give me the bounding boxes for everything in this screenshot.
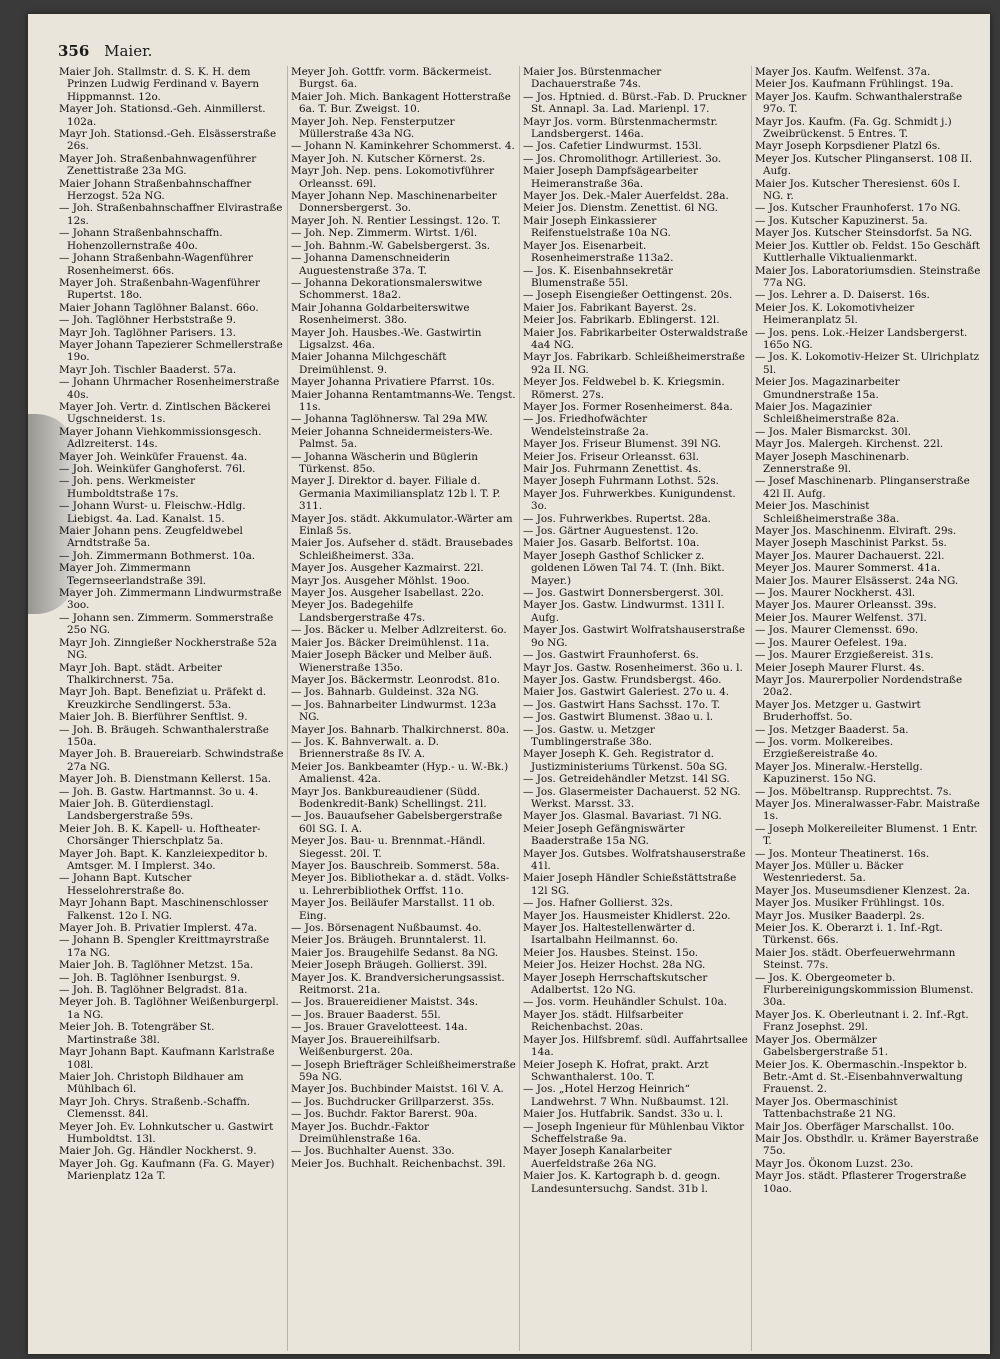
directory-entry: Maier Joh. Mich. Bankagent Hotterstraße 6a. T. Bur. Zweigst. 10. — [291, 90, 511, 116]
directory-entry: — Johann sen. Zimmerm. Sommerstraße 25o NG. — [59, 611, 274, 637]
directory-entry: Mayer Joh. Vertr. d. Zintlschen Bäckerei Ugschneiderst. 1s. — [59, 400, 271, 426]
directory-entry: — Jos. vorm. Heuhändler Schulst. 10a. — [523, 996, 727, 1009]
directory-entry: — Joh. Straßenbahnschaffner Elvirastraße 12s. — [59, 202, 283, 227]
directory-entry: Meier Jos. Kuttler ob. Feldst. 15o Geschäft Kuttlerhalle Viktualienmarkt. — [755, 239, 980, 265]
directory-entry: — Jos. Fuhrwerkbes. Rupertst. 28a. — [523, 512, 711, 525]
directory-entry: Meyer Jos. Bau- u. Brennmat.-Händl. Siegesst. 20l. T. — [291, 835, 486, 860]
directory-entry: — Josef Maschinenarb. Plinganserstraße 42l II. Aufg. — [755, 475, 970, 500]
directory-entry: — Johanna Taglöhnersw. Tal 29a MW. — [291, 413, 488, 426]
directory-entry: Mayer Jos. Fuhrwerkbes. Kunigundenst. 3o. — [523, 487, 736, 513]
directory-entry: Mayr Joh. Nep. pens. Lokomotivführer Orleansst. 69l. — [291, 165, 495, 190]
directory-entry: — Johanna Damenschneiderin Auguestenstraße 37a. T. — [291, 252, 450, 277]
directory-entry: Meyer Jos. Maurer Sommerst. 41a. — [755, 562, 941, 575]
directory-entry: Mayer Jos. Gastw. Lindwurmst. 131l I. Aufg. — [523, 599, 725, 624]
directory-entry: Maier Jos. Maurer Elsässerst. 24a NG. — [755, 574, 959, 587]
directory-entry: Maier Jos. Fabrikarbeiter Osterwaldstraße 4a4 NG. — [523, 326, 748, 351]
directory-entry: Maier Jos. Gastwirt Galeriest. 27o u. 4. — [523, 686, 730, 699]
directory-entry: — Jos. Brauer Gravelotteest. 14a. — [291, 1021, 468, 1034]
directory-entry: Mayer Joh. N. Kutscher Körnerst. 2s. — [291, 152, 486, 165]
directory-entry: — Joh. pens. Werkmeister Humboldtstraße 17s. — [59, 475, 196, 500]
directory-entry: Mayr Joh. Chrys. Straßenb.-Schaffn. Clemensst. 84l. — [59, 1095, 251, 1121]
directory-entry: Mayer Jos. städt. Hilfsarbeiter Reichenbachst. 20as. — [523, 1008, 684, 1034]
directory-entry: Maier Jos. städt. Oberfeuerwehrmann Steinst. 77s. — [755, 946, 956, 972]
directory-entry: Mayer Jos. Kaufm. Welfenst. 37a. — [755, 66, 931, 78]
directory-entry: Meier Jos. Bankbeamter (Hyp.- u. W.-Bk.) Amalienst. 42a. — [291, 760, 509, 786]
column-1 — [56, 66, 288, 1351]
directory-entry: Mair Jos. Fuhrmann Zenettist. 4s. — [523, 463, 702, 475]
directory-entry: Mayr Jos. Ausgeher Möhlst. 19oo. — [291, 574, 470, 587]
directory-entry: Maier Johann pens. Zeugfeldwebel Arndtstraße 5a. — [59, 525, 243, 550]
directory-entry: Meyer Joh. B. Taglöhner Weißenburgerpl. 1a NG. — [59, 996, 279, 1021]
directory-entry: Mayer Jos. Haltestellenwärter d. Isartalbahn Heilmannst. 6o. — [523, 922, 696, 947]
directory-entry: Maier Jos. K. Kartograph b. d. geogn. Landesuntersuchg. Sandst. 31b l. — [523, 1170, 721, 1195]
directory-entry: — Jos. Buchhalter Auenst. 33o. — [291, 1145, 455, 1158]
directory-entry: Maier Jos. Gasarb. Belfortst. 10a. — [523, 537, 700, 550]
directory-entry: — Jos. Börsenagent Nußbaumst. 4o. — [291, 922, 482, 935]
directory-entry: — Jos. Buchdrucker Grillparzerst. 35s. — [291, 1095, 495, 1108]
directory-entry: Mayer Joh. Straßenbahnwagenführer Zenettistraße 23a MG. — [59, 152, 257, 178]
directory-entry: Mayr Joh. Stationsd.-Geh. Elsässerstraße 26s. — [59, 128, 277, 153]
directory-entry: Mayer Joh. Weinküfer Frauenst. 4a. — [59, 450, 248, 463]
directory-entry: Mayer Jos. Buchdr.-Faktor Dreimühlenstraße 16a. — [291, 1120, 430, 1145]
directory-entry: Mayr Joh. Tischler Baaderst. 57a. — [59, 363, 237, 376]
directory-entry: — Jos. K. Bahnverwalt. a. D. Briennerstraße 8s IV. A. — [291, 735, 439, 761]
directory-page — [28, 14, 990, 1354]
directory-entry: Mayer Joseph Maschinist Parkst. 5s. — [755, 537, 947, 550]
directory-entry: Maier Johanna Milchgeschäft Dreimühlenst. 9. — [291, 351, 447, 376]
directory-entry: Mayr Joh. Bapt. städt. Arbeiter Thalkirchnerst. 75a. — [59, 661, 222, 686]
directory-entry: Mayer Jos. Glasmal. Bavariast. 7l NG. — [523, 810, 722, 823]
directory-entry: Mayer Jos. Maschinenm. Elviraft. 29s. — [755, 525, 957, 538]
directory-entry: Mayr Jos. städt. Pflasterer Trogerstraße 10ao. — [755, 1170, 967, 1195]
directory-entry: — Jos. Gastwirt Fraunhoferst. 6s. — [523, 649, 699, 662]
directory-entry: — Joseph Molkereileiter Blumenst. 1 Entr. T. — [755, 822, 978, 848]
directory-entry: Mayer Joh. B. Dienstmann Kellerst. 15a. — [59, 773, 272, 786]
directory-entry: — Jos. Gastwirt Hans Sachsst. 17o. T. — [523, 698, 721, 711]
directory-entry: Meier Jos. Buchhalt. Reichenbachst. 39l. — [291, 1157, 506, 1170]
directory-entry: — Joh. Weinküfer Ganghoferst. 76l. — [59, 463, 246, 475]
directory-entry: Mayer Jos. Brauereihilfsarb. Weißenburgerst. 20a. — [291, 1033, 441, 1059]
directory-entry: — Jos. Hafner Gollierst. 32s. — [523, 897, 673, 910]
directory-entry: — Johann Wurst- u. Fleischw.-Hdlg. Liebigst. 4a. Lad. Kanalst. 15. — [59, 500, 246, 525]
directory-entry: — Jos. Gastw. u. Metzger Tumblingerstraße 38o. — [523, 723, 655, 748]
directory-entry: Meier Jos. Friseur Orleansst. 63l. — [523, 450, 699, 463]
directory-entry: Mayer Jos. Metzger u. Gastwirt Bruderhoffst. 5o. — [755, 698, 921, 724]
directory-entry: — Jos. Friedhofwächter Wendelsteinstraße 2a. — [523, 413, 649, 438]
directory-entry: Mayr Johann Bapt. Kaufmann Karlstraße 108l. — [59, 1046, 275, 1071]
directory-entry: — Jos. Gastwirt Donnersbergerst. 30l. — [523, 587, 724, 600]
directory-entry: Mayer Jos. Mineralwasser-Fabr. Maistraße 1s. — [755, 797, 980, 823]
directory-entry: — Joh. B. Taglöhner Isenburgst. 9. — [59, 971, 241, 984]
directory-entry: Meier Joh. B. Totengräber St. Martinstraße 38l. — [59, 1021, 215, 1046]
directory-entry: — Johann Bapt. Kutscher Hesselohrerstraße 8o. — [59, 872, 192, 897]
directory-entry: Mayer Jos. Bahnarb. Thalkirchnerst. 80a. — [291, 723, 509, 736]
directory-entry: Mair Jos. Oberfäger Marschallst. 10o. — [755, 1120, 955, 1133]
directory-entry: Meier Johanna Schneidermeisters-We. Palmst. 5a. — [291, 425, 493, 451]
directory-entry: — Jos. Kutscher Fraunhoferst. 17o NG. — [755, 202, 961, 215]
directory-entry: Maier Jos. Bäcker Dreimühlenst. 11a. — [291, 636, 490, 649]
directory-entry: — Jos. Maurer Erzgießereist. 31s. — [755, 649, 934, 662]
directory-entry: Maier Jos. Bürstenmacher Dachauerstraße 74s. — [523, 66, 662, 91]
directory-entry: Meier Joseph Maurer Flurst. 4s. — [755, 661, 925, 674]
directory-entry: Mayer Joseph Maschinenarb. Zennerstraße 9l. — [755, 450, 910, 475]
directory-entry: Maier Johanna Rentamtmanns-We. Tengst. 11s. — [291, 388, 516, 413]
directory-entry: Maier Joh. Gg. Händler Nockherst. 9. — [59, 1145, 257, 1158]
column-3 — [520, 66, 752, 1351]
directory-entry: — Johann Straßenbahnschaffn. Hohenzollernstraße 40o. — [59, 227, 223, 252]
directory-entry: Mayer Jos. Obermaschinist Tattenbachstraße 21 NG. — [755, 1095, 898, 1121]
directory-entry: Mayer Jos. Dek.-Maler Auerfeldst. 28a. — [523, 190, 729, 203]
directory-entry: Mayr Jos. Kaufm. (Fa. Gg. Schmidt j.) Zweibrückenst. 5 Entres. T. — [755, 115, 952, 141]
directory-entry: — Jos. Bahnarb. Guldeinst. 32a NG. — [291, 686, 479, 699]
directory-entry: Mayer Joh. Bapt. K. Kanzleiexpeditor b. Amtsger. M. I Implerst. 34o. — [59, 847, 268, 872]
directory-entry: Mayer Jos. Beiläufer Marstallst. 11 ob. Eing. — [291, 897, 496, 922]
directory-entry: — Jos. Lehrer a. D. Daiserst. 16s. — [755, 289, 930, 302]
directory-entry: Meyer Jos. Bibliothekar a. d. städt. Volks- u. Lehrerbibliothek Orffst. 11o. — [291, 872, 510, 897]
directory-entry: Mayer Jos. K. Brandversicherungsassist. Reitmorst. 21a. — [291, 971, 505, 997]
directory-entry: — Jos. Gastwirt Blumenst. 38ao u. l. — [523, 711, 714, 724]
directory-entry: Mayer Joh. N. Rentier Lessingst. 12o. T. — [291, 214, 501, 227]
directory-entry: Meier Jos. K. Obermaschin.-Inspektor b. Betr.-Amt d. St.-Eisenbahnverwaltung Frauenst. 2. — [755, 1058, 968, 1096]
directory-entry: Mayer Jos. K. Oberleutnant i. 2. Inf.-Rgt. Franz Josephst. 29l. — [755, 1008, 969, 1034]
directory-entry: Mayer Joh. Zimmermann Tegernseerlandstraße 39l. — [59, 562, 207, 587]
directory-entry: — Jos. Glasermeister Dachauerst. 52 NG. Werkst. Marsst. 33. — [523, 785, 741, 810]
directory-entry: Maier Joseph Dampfsägearbeiter Heimeranstraße 36a. — [523, 165, 698, 190]
directory-entry: Mayer Johanna Privatiere Pfarrst. 10s. — [291, 376, 495, 389]
directory-entry: Mayer Joh. Zimmermann Lindwurmstraße 3oo. — [59, 587, 282, 612]
directory-entry: Mayer Jos. Gutsbes. Wolfratshauserstraße 41l. — [523, 847, 746, 872]
directory-entry: Meier Jos. Fabrikarb. Eblingerst. 12l. — [523, 314, 720, 327]
directory-entry: Maier Joh. B. Bierführer Senftlst. 9. — [59, 711, 248, 724]
directory-entry: Mayer Jos. Gastwirt Wolfratshauserstraße 9o NG. — [523, 624, 746, 649]
directory-entry: Meier Joseph Gefängniswärter Baaderstraße 15a NG. — [523, 822, 685, 848]
directory-entry: Maier Joh. B. Güterdienstagl. Landsbergerstraße 59s. — [59, 797, 214, 823]
directory-entry: — Jos. Maurer Oefelest. 19a. — [755, 636, 907, 649]
directory-entry: — Joh. B. Bräugeh. Schwanthalerstraße 150a. — [59, 723, 269, 748]
directory-entry: Meyer Jos. Feldwebel b. K. Kriegsmin. Römerst. 27s. — [523, 376, 725, 401]
directory-entry: Mayr Jos. Ökonom Luzst. 23o. — [755, 1157, 914, 1170]
directory-entry: Mayer Jos. Ausgeher Isabellast. 22o. — [291, 587, 484, 600]
directory-entry: Maier Johann Taglöhner Balanst. 66o. — [59, 301, 259, 314]
directory-entry: Mair Jos. Obsthdlr. u. Krämer Bayerstraße 75o. — [755, 1132, 979, 1158]
directory-entry: Mayr Jos. Bankbureaudiener (Südd. Bodenkredit-Bank) Schellingst. 21l. — [291, 785, 487, 810]
directory-entry: Mayer Jos. Hilfsbremf. südl. Auffahrtsallee 14a. — [523, 1033, 748, 1059]
directory-entry: — Johanna Wäscherin und Büglerin Türkenst. 85o. — [291, 450, 478, 475]
directory-entry: Maier Jos. Braugehilfe Sedanst. 8a NG. — [291, 946, 499, 959]
directory-entry: Maier Joh. Stallmstr. d. S. K. H. dem Prinzen Ludwig Ferdinand v. Bayern Hippmannst. 12o. — [59, 66, 260, 103]
directory-entry: — Jos. K. Eisenbahnsekretär Blumenstraße 55l. — [523, 264, 673, 289]
directory-entry: — Jos. Bahnarbeiter Lindwurmst. 123a NG. — [291, 698, 497, 724]
directory-entry: Mayer Johann Tapezierer Schmellerstraße 19o. — [59, 338, 283, 364]
directory-entry: Mayer Joseph Herrschaftskutscher Adalbertst. 12o NG. — [523, 971, 708, 997]
directory-entry: Mayer Joh. Nep. Fensterputzer Müllerstraße 43a NG. — [291, 115, 455, 141]
directory-entry: Mayer Jos. Müller u. Bäcker Westenriederst. 5a. — [755, 860, 904, 885]
directory-entry: — Joh. Nep. Zimmerm. Wirtst. 1/6l. — [291, 227, 478, 240]
directory-entry: Mayer Jos. Bauschreib. Sommerst. 58a. — [291, 860, 500, 872]
directory-entry: Mayer J. Direktor d. bayer. Filiale d. Germania Maximiliansplatz 12b l. T. P. 311. — [291, 475, 501, 513]
directory-columns — [56, 66, 986, 1351]
directory-entry: — Jos. Bäcker u. Melber Adlzreiterst. 6o. — [291, 624, 507, 637]
directory-entry: Mayr Johann Bapt. Maschinenschlosser Falkenst. 12o I. NG. — [59, 897, 268, 922]
directory-entry: — Joseph Ingenieur für Mühlenbau Viktor Scheffelstraße 9a. — [523, 1120, 745, 1145]
directory-entry: Mayer Jos. Museumsdiener Klenzest. 2a. — [755, 884, 971, 897]
directory-entry: Mayer Joh. Gg. Kaufmann (Fa. G. Mayer) Marienplatz 12a T. — [59, 1157, 275, 1183]
directory-entry: — Jos. Maler Bismarckst. 30l. — [755, 425, 912, 438]
directory-entry: Mayer Jos. Former Rosenheimerst. 84a. — [523, 400, 733, 413]
directory-entry: — Jos. Monteur Theatinerst. 16s. — [755, 847, 930, 860]
directory-entry: Meier Jos. K. Oberarzt i. 1. Inf.-Rgt. Türkenst. 66s. — [755, 922, 943, 947]
directory-entry: Mayer Johann Nep. Maschinenarbeiter Donnersbergerst. 3o. — [291, 190, 497, 215]
directory-entry: Mayer Joseph Fuhrmann Lothst. 52s. — [523, 475, 719, 488]
directory-entry: Maier Jos. Fabrikant Bayerst. 2s. — [523, 301, 697, 314]
directory-entry: Meier Jos. Magazinarbeiter Gmundnerstraße 15a. — [755, 376, 900, 401]
directory-entry: Meier Jos. Maschinist Schleißheimerstraße 38a. — [755, 500, 900, 525]
directory-entry: Meyer Jos. Badegehilfe Landsbergerstraße 47s. — [291, 599, 426, 624]
directory-entry: Mayr Jos. Fabrikarb. Schleißheimerstraße 92a II. NG. — [523, 351, 745, 376]
directory-entry: — Joh. B. Taglöhner Belgradst. 81a. — [59, 984, 248, 997]
directory-entry: Maier Joh. Christoph Bildhauer am Mühlbach 6l. — [59, 1070, 244, 1096]
directory-entry: Meier Joseph Bräugeh. Gollierst. 39l. — [291, 959, 488, 972]
directory-entry: — Jos. Maurer Clemensst. 69o. — [755, 624, 919, 637]
directory-entry: Mayer Jos. Maurer Orleansst. 39s. — [755, 599, 937, 612]
directory-entry: Mayer Joh. Straßenbahn-Wagenführer Rupertst. 18o. — [59, 276, 261, 302]
directory-entry: — Jos. Chromolithogr. Artilleriest. 3o. — [523, 152, 722, 165]
directory-entry: Mayr Jos. Gastw. Rosenheimerst. 36o u. l. — [523, 661, 743, 674]
directory-entry: Mayer Jos. Ausgeher Kazmairst. 22l. — [291, 562, 484, 575]
directory-entry: — Jos. Brauer Baaderst. 55l. — [291, 1008, 441, 1021]
directory-entry: — Jos. Metzger Baaderst. 5a. — [755, 723, 909, 736]
directory-entry: — Jos. Maurer Nockherst. 43l. — [755, 587, 916, 600]
directory-entry: — Jos. pens. Lok.-Heizer Landsbergerst. 165o NG. — [755, 326, 968, 351]
directory-entry: — Jos. „Hotel Herzog Heinrich“ Landwehrst. 7 Whn. Nußbaumst. 12l. — [523, 1083, 729, 1108]
directory-entry: — Jos. vorm. Molkereibes. Erzgießereistraße 4o. — [755, 735, 894, 761]
directory-entry: Mayer Joseph Kanalarbeiter Auerfeldstraße 26a NG. — [523, 1145, 672, 1170]
directory-entry: — Johann Straßenbahn-Wagenführer Rosenheimerst. 66s. — [59, 252, 253, 277]
directory-entry: Maier Johann Straßenbahnschaffner Herzogst. 52a NG. — [59, 177, 252, 203]
directory-entry: — Jos. Gärtner Auguestenst. 12o. — [523, 525, 699, 538]
directory-entry: Maier Jos. Laboratoriumsdien. Steinstraße 77a NG. — [755, 264, 981, 289]
directory-entry: Mayer Jos. städt. Akkumulator.-Wärter am Einlaß 5s. — [291, 512, 513, 538]
directory-entry: — Johann Uhrmacher Rosenheimerstraße 40s. — [59, 376, 280, 401]
directory-entry: Meier Joseph K. Hofrat, prakt. Arzt Schwanthalerst. 10o. T. — [523, 1058, 709, 1083]
page-header — [58, 42, 152, 60]
directory-entry: Mayer Jos. Hausmeister Khidlerst. 22o. — [523, 909, 731, 922]
directory-entry: Mayer Joh. Hausbes.-We. Gastwirtin Ligsalzst. 46a. — [291, 326, 482, 351]
page-number: 356 — [58, 42, 90, 60]
directory-entry: Maier Jos. Kutscher Theresienst. 60s I. NG. r. — [755, 177, 961, 203]
directory-entry: Mayer Jos. Gastw. Frundsbergst. 46o. — [523, 673, 722, 686]
directory-entry: Meier Jos. Dienstm. Zenettist. 6l NG. — [523, 202, 718, 215]
directory-entry: Mayer Jos. Mineralw.-Herstellg. Kapuzinerst. 15o NG. — [755, 760, 923, 786]
directory-entry: Meier Jos. Heizer Hochst. 28a NG. — [523, 959, 706, 972]
directory-entry: Mayer Jos. Friseur Blumenst. 39l NG. — [523, 438, 722, 451]
directory-entry: — Jos. Cafetier Lindwurmst. 153l. — [523, 140, 702, 153]
directory-entry: Meier Jos. K. Lokomotivheizer Heimeranplatz 5l. — [755, 301, 915, 327]
directory-entry: Mayr Jos. Malergeh. Kirchenst. 22l. — [755, 438, 944, 451]
directory-entry: — Jos. Buchdr. Faktor Barerst. 90a. — [291, 1108, 478, 1121]
directory-entry: Mayer Jos. Musiker Frühlingst. 10s. — [755, 897, 945, 910]
directory-entry: — Jos. Bauaufseher Gabelsbergerstraße 60l SG. I. A. — [291, 810, 503, 835]
directory-entry: — Johann B. Spengler Kreittmayrstraße 17a NG. — [59, 934, 270, 959]
directory-entry: — Joh. Taglöhner Herbststraße 9. — [59, 314, 237, 327]
column-2 — [288, 66, 520, 1351]
directory-entry: — Jos. Brauereidiener Maistst. 34s. — [291, 996, 479, 1009]
directory-entry: Meier Jos. Kaufmann Frühlingst. 19a. — [755, 78, 954, 91]
directory-entry: — Joh. Zimmermann Bothmerst. 10a. — [59, 549, 256, 562]
directory-entry: Mayr Jos. vorm. Bürstenmachermstr. Landsbergerst. 146a. — [523, 115, 718, 141]
directory-entry: — Jos. K. Obergeometer b. Flurbereinigungskommission Blumenst. 30a. — [755, 971, 974, 1009]
directory-entry: Meier Jos. Maurer Welfenst. 37l. — [755, 611, 927, 624]
directory-entry: Mayer Jos. Kaufm. Schwanthalerstraße 97o. T. — [755, 90, 963, 116]
directory-entry: — Jos. Getreidehändler Metzst. 14l SG. — [523, 773, 730, 786]
directory-entry: Mayer Johann Viehkommissionsgesch. Adlzreiterst. 14s. — [59, 425, 262, 451]
directory-entry: Mayr Jos. Musiker Baaderpl. 2s. — [755, 909, 925, 922]
directory-entry: Mayer Joh. B. Privatier Implerst. 47a. — [59, 922, 258, 935]
directory-entry: — Jos. K. Lokomotiv-Heizer St. Ulrichplatz 5l. — [755, 351, 980, 376]
directory-entry: — Joh. B. Gastw. Hartmannst. 3o u. 4. — [59, 785, 259, 798]
directory-entry: Mayer Joseph K. Geh. Registrator d. Justizministeriums Türkenst. 50a SG. — [523, 748, 728, 773]
directory-entry: Maier Joseph Bäcker und Melber äuß. Wienerstraße 135o. — [291, 649, 493, 674]
directory-entry: Mayer Jos. Eisenarbeit. Rosenheimerstraße 113a2. — [523, 239, 674, 265]
directory-entry: — Johanna Dekorationsmalerswitwe Schommerst. 18a2. — [291, 276, 483, 302]
directory-entry: Meyer Joh. Gottfr. vorm. Bäckermeist. Burgst. 6a. — [291, 66, 492, 91]
directory-entry: Mair Johanna Goldarbeiterswitwe Rosenheimerst. 38o. — [291, 301, 470, 327]
directory-entry: Meyer Joh. Ev. Lohnkutscher u. Gastwirt Humboldtst. 13l. — [59, 1120, 274, 1145]
directory-entry: — Jos. Hptnied. d. Bürst.-Fab. D. Pruckner St. Annapl. 3a. Lad. Marienpl. 17. — [523, 90, 747, 116]
directory-entry: Meier Jos. Hausbes. Steinst. 15o. — [523, 946, 699, 959]
directory-entry: Mayer Jos. Kutscher Steinsdorfst. 5a NG. — [755, 227, 973, 240]
running-head: Maier. — [104, 42, 153, 60]
directory-entry: Mayer Jos. Bäckermstr. Leonrodst. 81o. — [291, 673, 500, 686]
directory-entry: Meyer Jos. Kutscher Plinganserst. 108 II. Aufg. — [755, 152, 973, 178]
directory-entry: — Joseph Briefträger Schleißheimerstraße 59a NG. — [291, 1058, 516, 1083]
directory-entry: — Jos. Möbeltransp. Rupprechtst. 7s. — [755, 785, 952, 798]
directory-entry: Maier Joh. B. Taglöhner Metzst. 15a. — [59, 959, 254, 972]
directory-entry: Mair Joseph Einkassierer Reifenstuelstraße 10a NG. — [523, 214, 671, 240]
directory-entry: Maier Joseph Händler Schießstättstraße 12l SG. — [523, 872, 737, 897]
directory-entry: Mayer Jos. Obermälzer Gabelsbergerstraße 51. — [755, 1033, 889, 1059]
directory-entry: Mayr Joseph Korpsdiener Platzl 6s. — [755, 140, 941, 153]
directory-entry: — Joseph Eisengießer Oettingenst. 20s. — [523, 289, 733, 302]
directory-entry: Mayer Joh. B. Brauereiarb. Schwindstraße 27a NG. — [59, 748, 284, 773]
directory-entry: Mayer Jos. Maurer Dachauerst. 22l. — [755, 549, 945, 562]
directory-entry: — Joh. Bahnm.-W. Gabelsbergerst. 3s. — [291, 239, 491, 252]
directory-entry: Mayer Jos. Buchbinder Maistst. 16l V. A. — [291, 1083, 504, 1096]
directory-entry: Maier Jos. Magazinier Schleißheimerstraße 82a. — [755, 400, 900, 426]
directory-entry: Meier Joh. B. K. Kapell- u. Hoftheater-Chorsänger Thierschplatz 5a. — [59, 822, 261, 848]
column-4 — [752, 66, 984, 1351]
directory-entry: Maier Jos. Hutfabrik. Sandst. 33o u. l. — [523, 1108, 724, 1121]
directory-entry: Mayer Joseph Gasthof Schlicker z. goldenen Löwen Tal 74. T. (Inh. Bikt. Mayer.) — [523, 549, 725, 587]
directory-entry: Meier Jos. Bräugeh. Brunntalerst. 1l. — [291, 934, 487, 947]
directory-entry: — Jos. Kutscher Kapuzinerst. 5a. — [755, 214, 928, 227]
directory-entry: — Johann N. Kaminkehrer Schommerst. 4. — [291, 140, 515, 153]
directory-entry: Maier Jos. Aufseher d. städt. Brausebades Schleißheimerst. 33a. — [291, 537, 513, 562]
directory-entry: Mayr Joh. Taglöhner Parisers. 13. — [59, 326, 236, 339]
directory-entry: Mayer Joh. Stationsd.-Geh. Ainmillerst. 102a. — [59, 103, 266, 128]
directory-entry: Mayr Joh. Bapt. Benefiziat u. Präfekt d. Kreuzkirche Sendlingerst. 53a. — [59, 686, 267, 711]
directory-entry: Mayr Jos. Maurerpolier Nordendstraße 20a2. — [755, 673, 963, 699]
directory-entry: Mayr Joh. Zinngießer Nockherstraße 52a NG. — [59, 636, 277, 662]
